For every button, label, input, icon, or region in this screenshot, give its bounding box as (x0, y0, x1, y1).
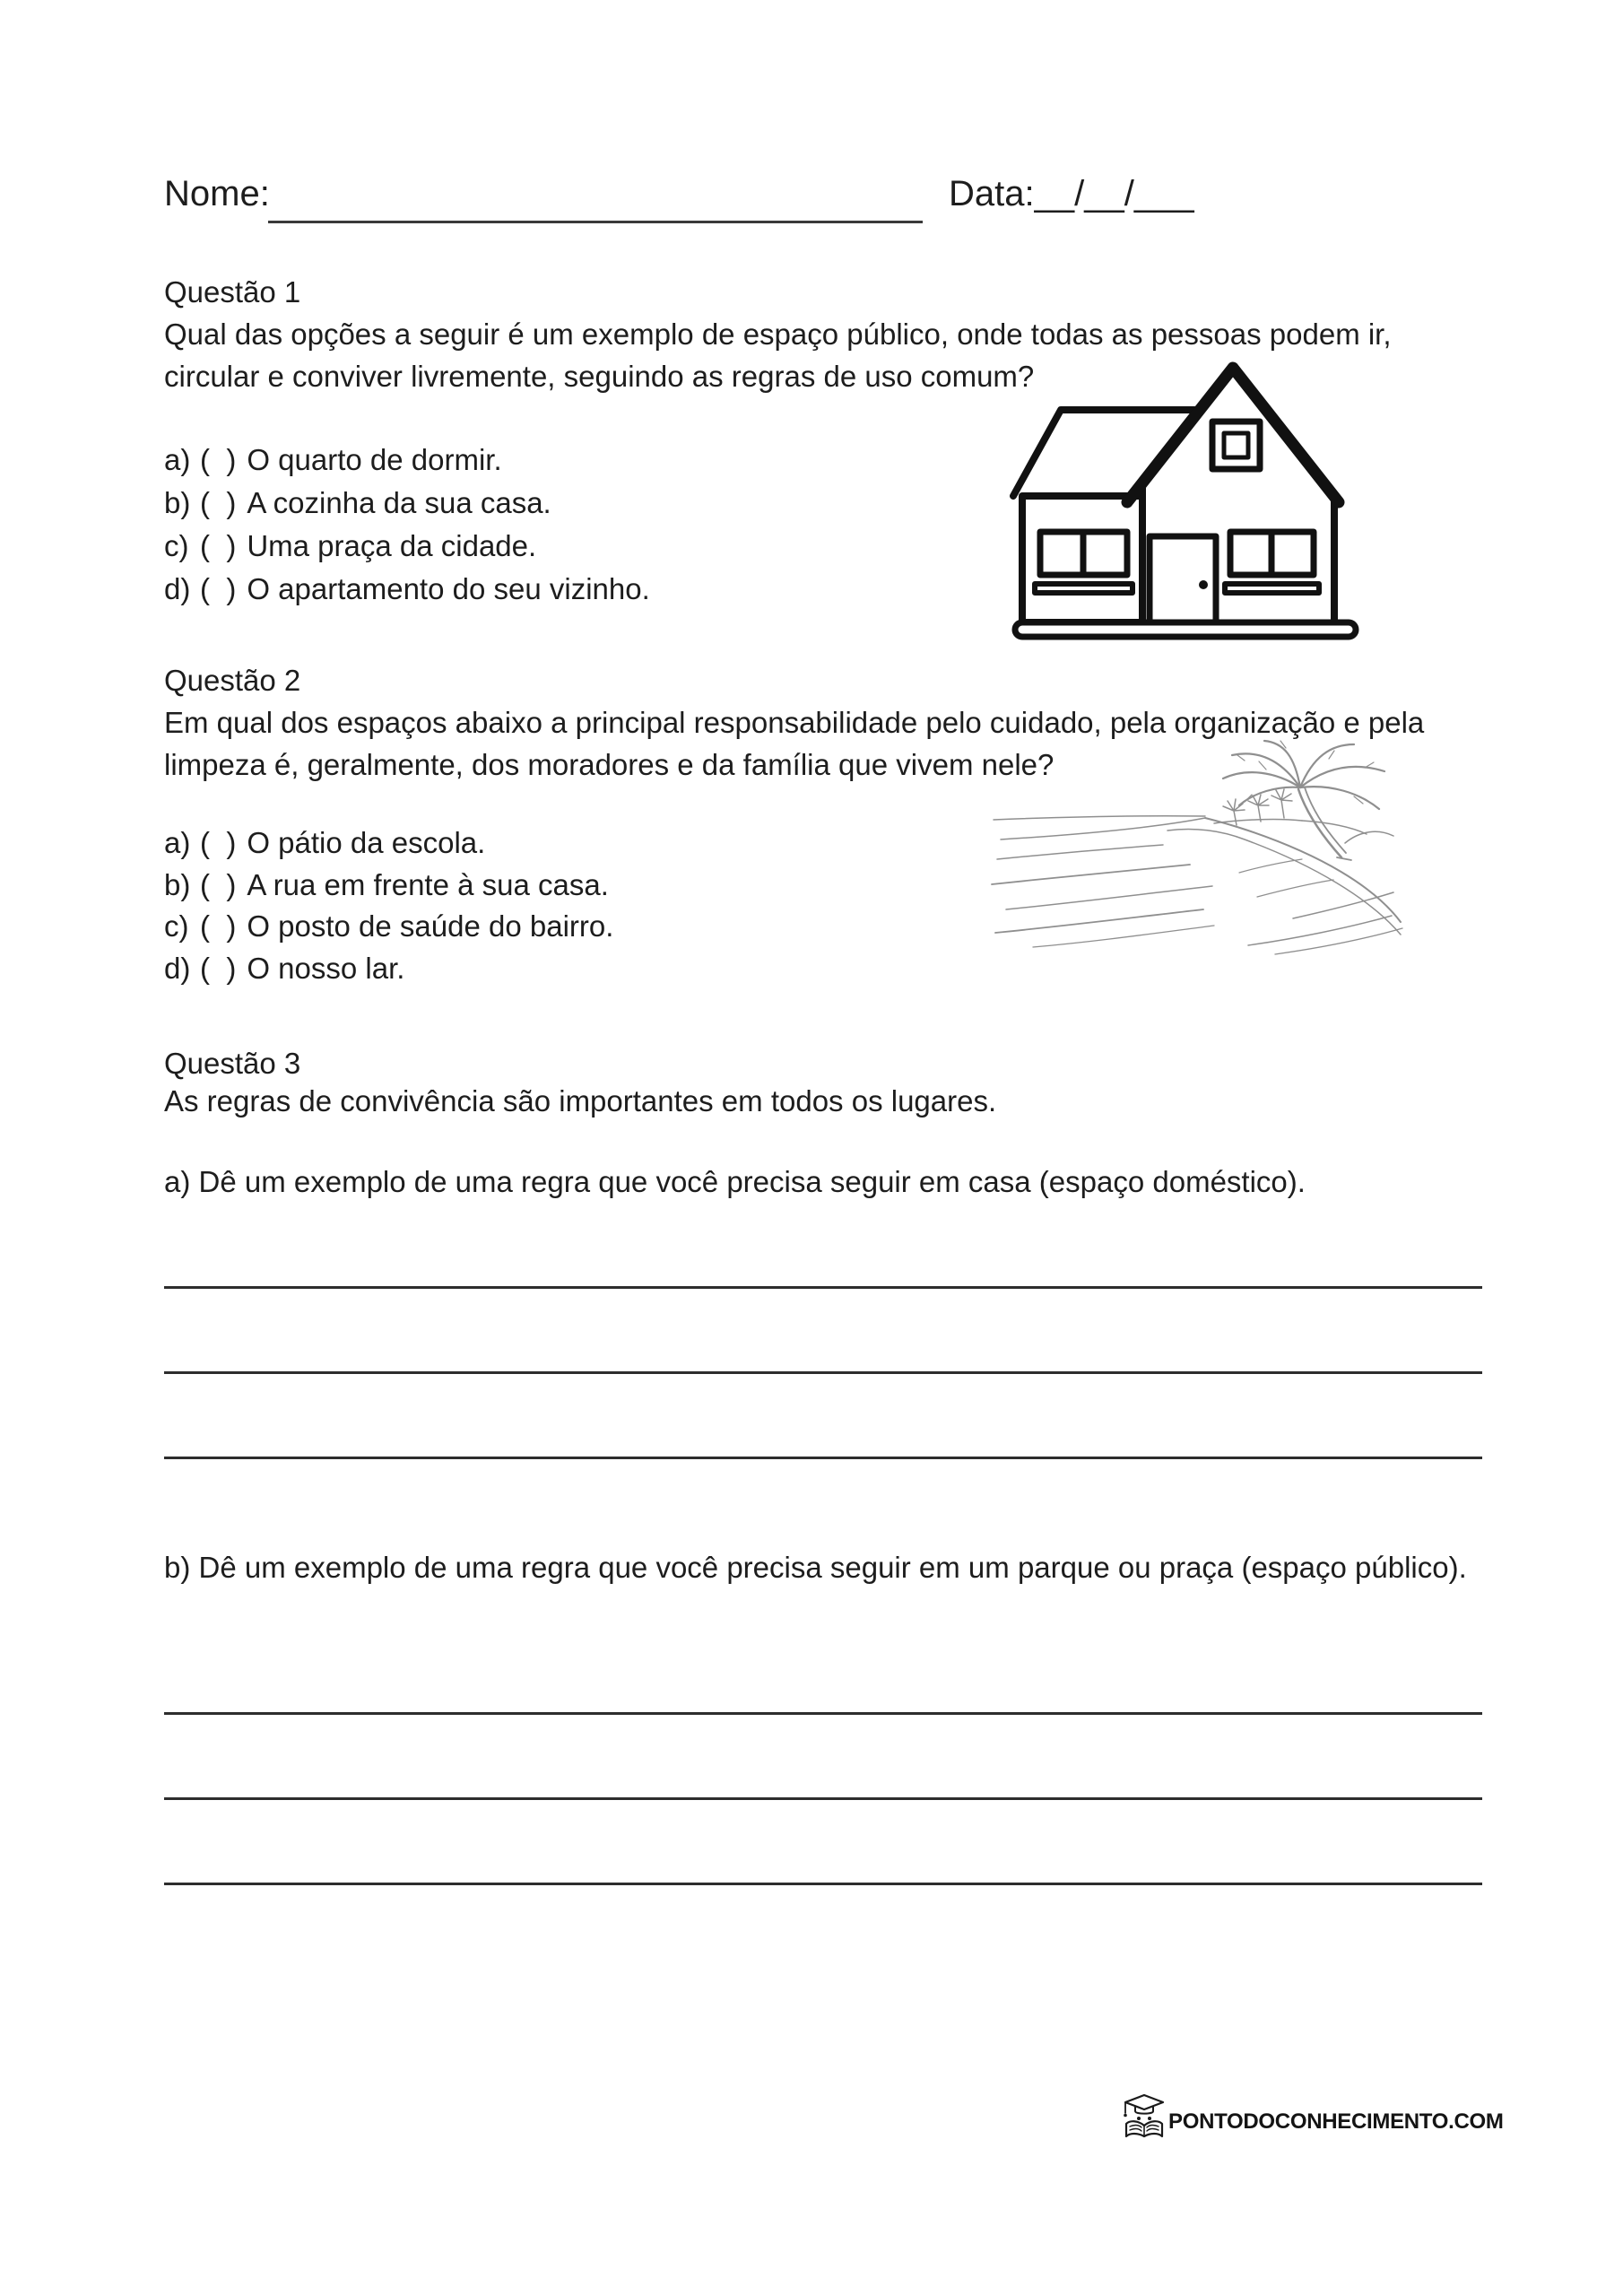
house-illustration (1002, 361, 1368, 646)
option-text: A cozinha da sua casa. (247, 486, 551, 519)
q1-option-a[interactable] (164, 439, 650, 482)
answer-line[interactable] (164, 1457, 1482, 1459)
q2-option-b[interactable] (164, 865, 613, 907)
answer-checkbox[interactable]: ( ) (200, 486, 237, 519)
option-letter: b) (164, 486, 191, 519)
answer-checkbox[interactable]: ( ) (200, 826, 237, 859)
option-text: Uma praça da cidade. (247, 529, 537, 562)
answer-line[interactable] (164, 1286, 1482, 1289)
q1-option-d[interactable] (164, 568, 650, 611)
answer-checkbox[interactable]: ( ) (200, 909, 237, 943)
answer-checkbox[interactable]: ( ) (200, 572, 237, 605)
question3-text: As regras de convivência são importantes em todos os lugares. (164, 1084, 997, 1118)
answer-line[interactable] (164, 1883, 1482, 1885)
option-letter: a) (164, 443, 191, 476)
option-letter: d) (164, 572, 191, 605)
option-text: O quarto de dormir. (247, 443, 502, 476)
answer-line[interactable] (164, 1712, 1482, 1715)
question1-title: Questão 1 (164, 275, 301, 309)
answer-line[interactable] (164, 1797, 1482, 1800)
graduation-book-logo-icon (1123, 2092, 1166, 2141)
q2-option-d[interactable] (164, 948, 613, 990)
q2-option-c[interactable] (164, 906, 613, 948)
date-input-slots[interactable]: __/__/___ (1034, 174, 1194, 213)
answer-line[interactable] (164, 1371, 1482, 1374)
answer-checkbox[interactable]: ( ) (200, 867, 237, 901)
q1-option-b[interactable] (164, 482, 650, 525)
question1-options (164, 439, 650, 611)
question3-title: Questão 3 (164, 1047, 301, 1080)
q3-part-a-prompt: a) Dê um exemplo de uma regra que você precisa seguir em casa (espaço doméstico). (164, 1165, 1306, 1198)
date-label: Data: (949, 174, 1035, 213)
question2-title: Questão 2 (164, 664, 301, 697)
option-text: O posto de saúde do bairro. (247, 909, 614, 943)
option-letter: a) (164, 826, 191, 859)
option-text: A rua em frente à sua casa. (247, 867, 609, 901)
date-field (949, 172, 1194, 215)
answer-checkbox[interactable]: ( ) (200, 951, 237, 985)
question1-text: Qual das opções a seguir é um exemplo de espaço público, onde todas as pessoas podem ir, circular e conviver livremente, seguindo as regras de uso comum? (164, 317, 1392, 393)
option-letter: c) (164, 909, 189, 943)
name-input-line[interactable] (268, 221, 923, 223)
question2-text: Em qual dos espaços abaixo a principal responsabilidade pelo cuidado, pela organização e pela limpeza é, geralmente, dos moradores e da família que vivem nele? (164, 706, 1425, 781)
answer-checkbox[interactable]: ( ) (200, 443, 237, 476)
footer-brand: PONTODOCONHECIMENTO.COM (1168, 2109, 1504, 2134)
option-letter: b) (164, 867, 191, 901)
beach-illustration (979, 734, 1408, 955)
name-label: Nome: (164, 174, 270, 213)
option-text: O nosso lar. (247, 951, 405, 985)
q1-option-c[interactable] (164, 525, 650, 568)
question2-options (164, 822, 613, 989)
option-text: O pátio da escola. (247, 826, 486, 859)
option-letter: c) (164, 529, 189, 562)
q2-option-a[interactable] (164, 822, 613, 865)
option-text: O apartamento do seu vizinho. (247, 572, 650, 605)
option-letter: d) (164, 951, 191, 985)
q3-part-b-prompt: b) Dê um exemplo de uma regra que você precisa seguir em um parque ou praça (espaço público). (164, 1551, 1467, 1584)
answer-checkbox[interactable]: ( ) (200, 529, 237, 562)
